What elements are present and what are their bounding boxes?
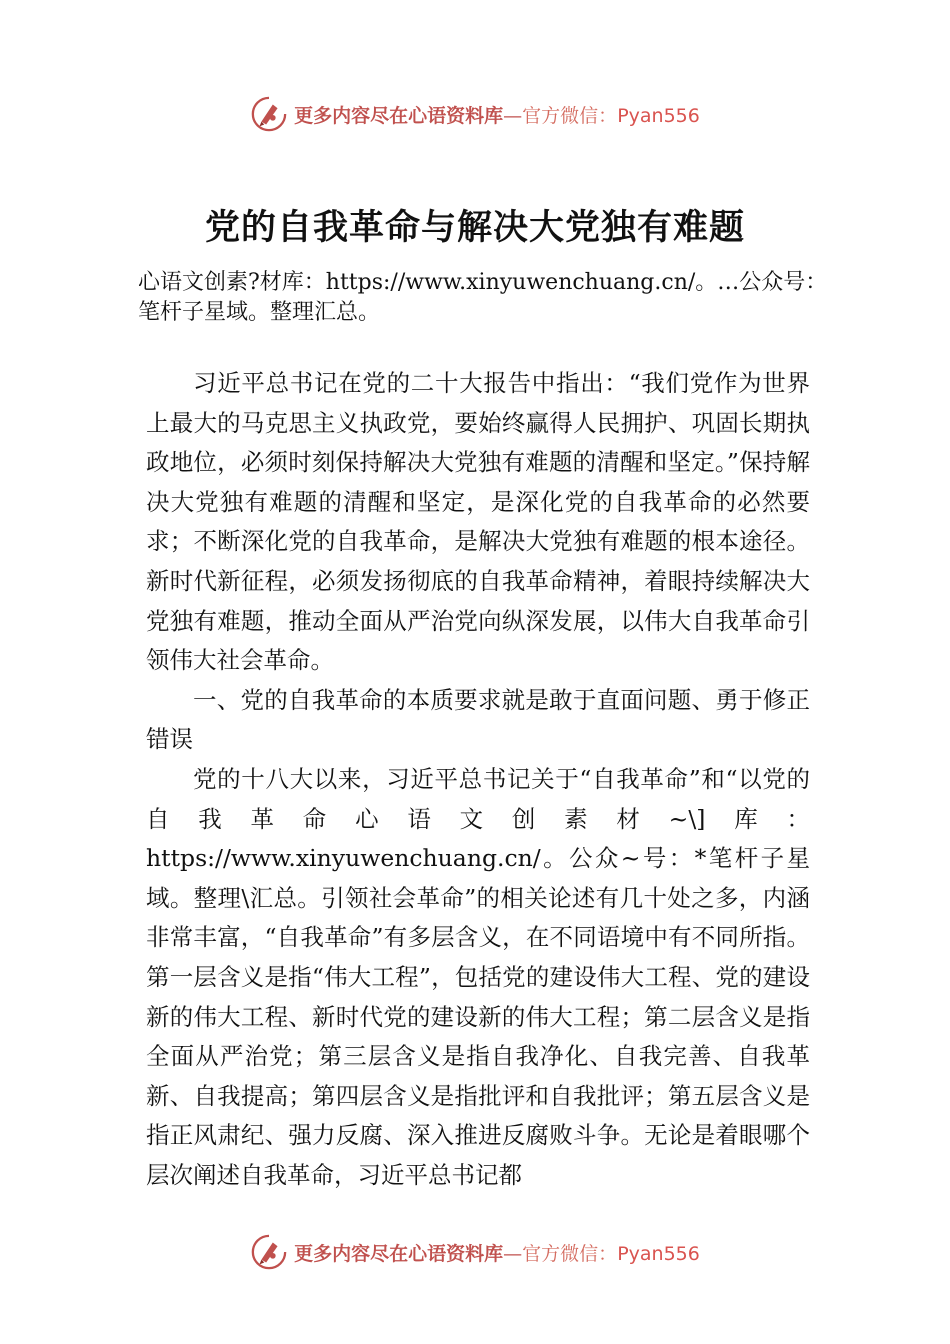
paragraph-intro: 习近平总书记在党的二十大报告中指出：“我们党作为世界上最大的马克思主义执政党，要始终赢得人民拥护、巩固长期执政地位，必须时刻保持解决大党独有难题的清醒和坚定。”保持解决大党独有难题的清醒和坚定，是深化党的自我革命的必然要求；不断深化党的自我革命，是解决大党独有难题的根本途径。新时代新征程，必须发扬彻底的自我革命精神，着眼持续解决大党独有难题，推动全面从严治党向纵深发展，以伟大自我革命引领伟大社会革命。	[146, 369, 810, 675]
banner-dash: —	[503, 104, 523, 127]
banner-dash: —	[503, 1242, 523, 1265]
banner-content	[250, 95, 700, 133]
banner-wechat-label: 官方微信：	[522, 1242, 618, 1265]
banner-library-text: 更多内容尽在心语资料库	[294, 1242, 504, 1265]
document-title: 党的自我革命与解决大党独有难题	[204, 207, 745, 248]
document-body	[146, 364, 810, 1195]
section-heading-1: 一、党的自我革命的本质要求就是敢于直面问题、勇于修正错误	[146, 685, 810, 754]
banner-library-text: 更多内容尽在心语资料库	[294, 104, 504, 127]
banner-wechat-handle: Pyan556	[617, 1242, 700, 1265]
banner-text	[294, 101, 700, 128]
paragraph-section-1: 党的十八大以来，习近平总书记关于“自我革命”和“以党的自我革命心语文创素材~\]库：https://www.xinyuwenchuang.cn/。公众~号：*笔杆子星域。整理\汇总。引领社会革命”的相关论述有几十处之多，内涵非常丰富，“自我革命”有多层含义，在不同语境中有不同所指。第一层含义是指“伟大工程”，包括党的建设伟大工程、党的建设新的伟大工程、新时代党的建设新的伟大工程；第二层含义是指全面从严治党；第三层含义是指自我净化、自我完善、自我革新、自我提高；第四层含义是指批评和自我批评；第五层含义是指正风肃纪、强力反腐、深入推进反腐败斗争。无论是着眼哪个层次阐述自我革命，习近平总书记都	[146, 764, 810, 1189]
banner-wechat-handle: Pyan556	[617, 104, 700, 127]
banner-wechat-label: 官方微信：	[522, 104, 618, 127]
banner-text	[294, 1239, 700, 1266]
banner-content	[250, 1233, 700, 1271]
pen-logo-icon	[250, 95, 288, 133]
pen-logo-icon	[250, 1233, 288, 1271]
source-note: 心语文创素?材库：https://www.xinyuwenchuang.cn/。…公众号：笔杆子星域。整理汇总。	[138, 270, 828, 325]
header-banner	[0, 92, 950, 136]
footer-banner	[0, 1230, 950, 1274]
